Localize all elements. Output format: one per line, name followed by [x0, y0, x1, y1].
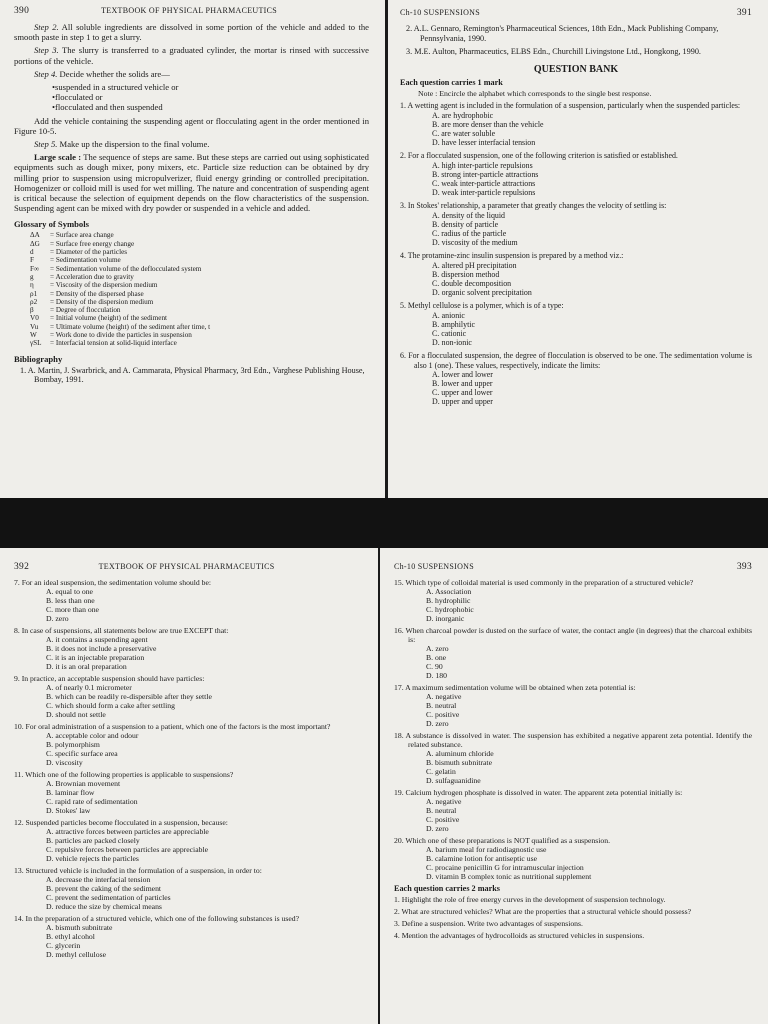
step-4-options: [52, 82, 369, 113]
running-head-title: Ch-10 SUSPENSIONS: [394, 562, 475, 571]
glossary-row: Vu = Ultimate volume (height) of the sediment after time, t: [30, 322, 211, 331]
question-item: 4. The protamine-zinc insulin suspension is prepared by a method viz.: A. altered pH precipitation B. dispersion method C. double decomposition D. organic solvent precipitation: [400, 251, 624, 298]
page-number: 391: [736, 8, 752, 18]
glossary-title: Glossary of Symbols: [14, 219, 89, 230]
question-item: 16. When charcoal powder is dusted on the surface of water, the contact angle (in degrees) that the charcoal exhibits is: A. zero B. one C. 90 D. 180: [394, 626, 752, 680]
running-head-title: TEXTBOOK OF PHYSICAL PHARMACEUTICS: [101, 6, 278, 15]
question-list: [400, 101, 752, 406]
question-item: 7. For an ideal suspension, the sedimentation volume should be: A. equal to one B. less than one C. more than one D. zero: [14, 578, 212, 623]
page-390: [0, 0, 385, 498]
glossary-row: F = Sedimentation volume: [30, 256, 121, 265]
page-number: 390: [14, 6, 30, 16]
bibliography-title: Bibliography: [14, 353, 63, 364]
reference: 2. A.L. Gennaro, Remington's Pharmaceutical Sciences, 18th Edn., Mack Publishing Company, Pennsylvania, 1990.: [406, 24, 719, 43]
page-gutter: [0, 498, 768, 548]
running-header: [14, 562, 364, 572]
question-item: 3. Define a suspension. Write two advantages of suspensions.: [394, 919, 583, 928]
step-5: Step 5. Make up the dispersion to the final volume.: [34, 139, 210, 150]
question-item: 18. A substance is dissolved in water. The suspension has exhibited a negative apparent zeta potential. Identify the related substance. A. aluminum chloride B. bismuth subnitrate C. gelatin D. sulfaguanidine: [394, 731, 752, 785]
question-item: 2. What are structured vehicles? What are the properties that a structural vehicle should possess?: [394, 907, 692, 916]
page-number: 392: [14, 562, 30, 572]
large-scale-paragraph: Large scale : The sequence of steps are same. But these steps are carried out using sophisticated equipments such as dough mixer, pony mixers, etc. Particle size reduction can be obtained by dry milling prior to suspension using micropulverizer, fluid energy grinding or controlled precipitation. Homogenizer or colloid mill is used for wet milling. The nature and concentration of suspending agent is critical because the selection of equipment depends on the flow characteristics of the suspension. Suspending agent can be mixed with dry powder or suspended in a vehicle and added.: [14, 152, 369, 214]
question-item: 4. Mention the advantages of hydrocolloids as structured vehicles in suspensions.: [394, 931, 645, 940]
question-item: 14. In the preparation of a structured vehicle, which one of the following substances is used? A. bismuth subnitrate B. ethyl alcohol C. glycerin D. methyl cellulose: [14, 914, 299, 959]
step-4: Step 4. Decide whether the solids are—: [34, 68, 170, 79]
reference: 3. M.E. Aulton, Pharmaceutics, ELBS Edn., Churchill Livingstone Ltd., Hongkong, 1990.: [406, 46, 701, 56]
page-number: 393: [736, 562, 752, 572]
question-bank-title: QUESTION BANK: [533, 64, 619, 76]
question-item: 17. A maximum sedimentation volume will be obtained when zeta potential is: A. negative B. neutral C. positive D. zero: [394, 683, 636, 728]
question-item: 13. Structured vehicle is included in the formulation of a suspension, in order to: A. decrease the interfacial tension B. prevent the caking of the sediment C. prevent the sedimentation of particles D. reduce the size by chemical means: [14, 866, 262, 911]
two-mark-heading: Each question carries 2 marks: [394, 884, 500, 893]
list-item: • flocculated and then suspended: [52, 102, 369, 112]
glossary-row: g = Acceleration due to gravity: [30, 272, 134, 281]
question-item: 19. Calcium hydrogen phosphate is dissolved in water. The apparent zeta potential initially is: A. negative B. neutral C. positive D. zero: [394, 788, 683, 833]
page-393: [380, 548, 768, 1024]
running-head-title: TEXTBOOK OF PHYSICAL PHARMACEUTICS: [98, 562, 275, 571]
running-header: [394, 562, 752, 572]
step-2: Step 2. All soluble ingredients are dissolved in some portion of the vehicle and added to the smooth paste in step 1 to get a slurry.: [14, 22, 369, 43]
page-392: [0, 548, 378, 1024]
question-item: 1. A wetting agent is included in the formulation of a suspension, particularly when the suspended particles: A. are hydrophobic B. are more denser than the vehicle C. are water soluble D. have lesser interfacial tension: [400, 101, 741, 148]
question-item: 3. In Stokes' relationship, a parameter that greatly changes the velocity of settling is: A. density of the liquid B. density of particle C. radius of the particle D. viscosity of the medium: [400, 201, 667, 248]
instruction-note: Note : Encircle the alphabet which corresponds to the single best response.: [418, 89, 652, 99]
glossary-row: W = Work done to divide the particles in suspension: [30, 331, 192, 340]
page-391: [388, 0, 768, 498]
references-list: [406, 24, 752, 56]
question-item: 15. Which type of colloidal material is used commonly in the preparation of a structured vehicle? A. Association B. hydrophilic C. hydrophobic D. inorganic: [394, 578, 694, 623]
two-mark-list: [394, 895, 752, 940]
bibliography-list: [20, 366, 369, 386]
glossary-row: η = Viscosity of the dispersion medium: [30, 281, 158, 290]
question-item: 2. For a flocculated suspension, one of the following criterion is satisfied or established. A. high inter-particle repulsions B. strong inter-particle attractions C. weak inter-particle attractions D. weak inter-particle repulsions: [400, 151, 678, 198]
question-item: 5. Methyl cellulose is a polymer, which is of a type: A. anionic B. amphilytic C. cationic D. non-ionic: [400, 301, 564, 348]
question-item: 9. In practice, an acceptable suspension should have particles: A. of nearly 0.1 micrometer B. which can be readily re-dispersible after they settle C. which should form a cake after settling D. should not settle: [14, 674, 212, 719]
glossary-row: F∞ = Sedimentation volume of the deflocculated system: [30, 264, 202, 273]
question-list: [14, 578, 364, 959]
list-item: • flocculated or: [52, 92, 369, 102]
question-item: 20. Which one of these preparations is NOT qualified as a suspension. A. barium meal for radiodiagnostic use B. calamine lotion for antiseptic use C. procaine penicillin G for intramuscular injection D. vitamin B complex tonic as nutritional supplement: [394, 836, 610, 881]
reference: 1. A. Martin, J. Swarbrick, and A. Cammarata, Physical Pharmacy, 3rd Edn., Varghese Publishing House, Bombay, 1991.: [20, 365, 365, 385]
running-header: [14, 6, 369, 16]
step-3: Step 3. The slurry is transferred to a graduated cylinder, the mortar is rinsed with successive portions of the vehicle.: [14, 45, 369, 66]
question-item: 8. In case of suspensions, all statements below are true EXCEPT that: A. it contains a suspending agent B. it does not include a preservative C. it is an injectable preparation D. it is an oral preparation: [14, 626, 229, 671]
running-head-title: Ch-10 SUSPENSIONS: [400, 8, 481, 17]
question-item: 6. For a flocculated suspension, the degree of flocculation is observed to be one. The sedimentation volume is also 1 (one). These values, respectively, indicate the limits: A. lower and lower B. lower and upper C. upper and lower D. upper and upper: [400, 351, 752, 407]
question-item: 10. For oral administration of a suspension to a patient, which one of the factors is the most important? A. acceptable color and odour B. polymorphism C. specific surface area D. viscosity: [14, 722, 331, 767]
glossary-row: γSL = Interfacial tension at solid-liquid interface: [30, 339, 177, 348]
glossary-row: β = Degree of flocculation: [30, 306, 121, 315]
glossary-row: ΔG = Surface free energy change: [30, 239, 135, 248]
list-item: • suspended in a structured vehicle or: [52, 82, 369, 92]
glossary-row: d = Diameter of the particles: [30, 248, 128, 257]
glossary-row: ρ2 = Density of the dispersion medium: [30, 297, 154, 306]
question-list: [394, 578, 752, 881]
one-mark-heading: Each question carries 1 mark: [400, 78, 503, 88]
glossary-row: ρ1 = Density of the dispersed phase: [30, 289, 144, 298]
running-header: [400, 8, 752, 18]
glossary-row: ΔA = Surface area change: [30, 231, 114, 240]
question-item: 11. Which one of the following properties is applicable to suspensions? A. Brownian movement B. laminar flow C. rapid rate of sedimentation D. Stokes' law: [14, 770, 234, 815]
question-item: 12. Suspended particles become flocculated in a suspension, because: A. attractive forces between particles are appreciable B. particles are packed closely C. repulsive forces between particles are appreciable D. vehicle rejects the particles: [14, 818, 228, 863]
add-vehicle-paragraph: Add the vehicle containing the suspending agent or flocculating agent in the order mentioned in Figure 10-5.: [14, 115, 369, 136]
question-item: 1. Highlight the role of free energy curves in the development of suspension technology.: [394, 895, 666, 904]
glossary-row: V0 = Initial volume (height) of the sediment: [30, 314, 168, 323]
glossary-list: [30, 231, 369, 347]
